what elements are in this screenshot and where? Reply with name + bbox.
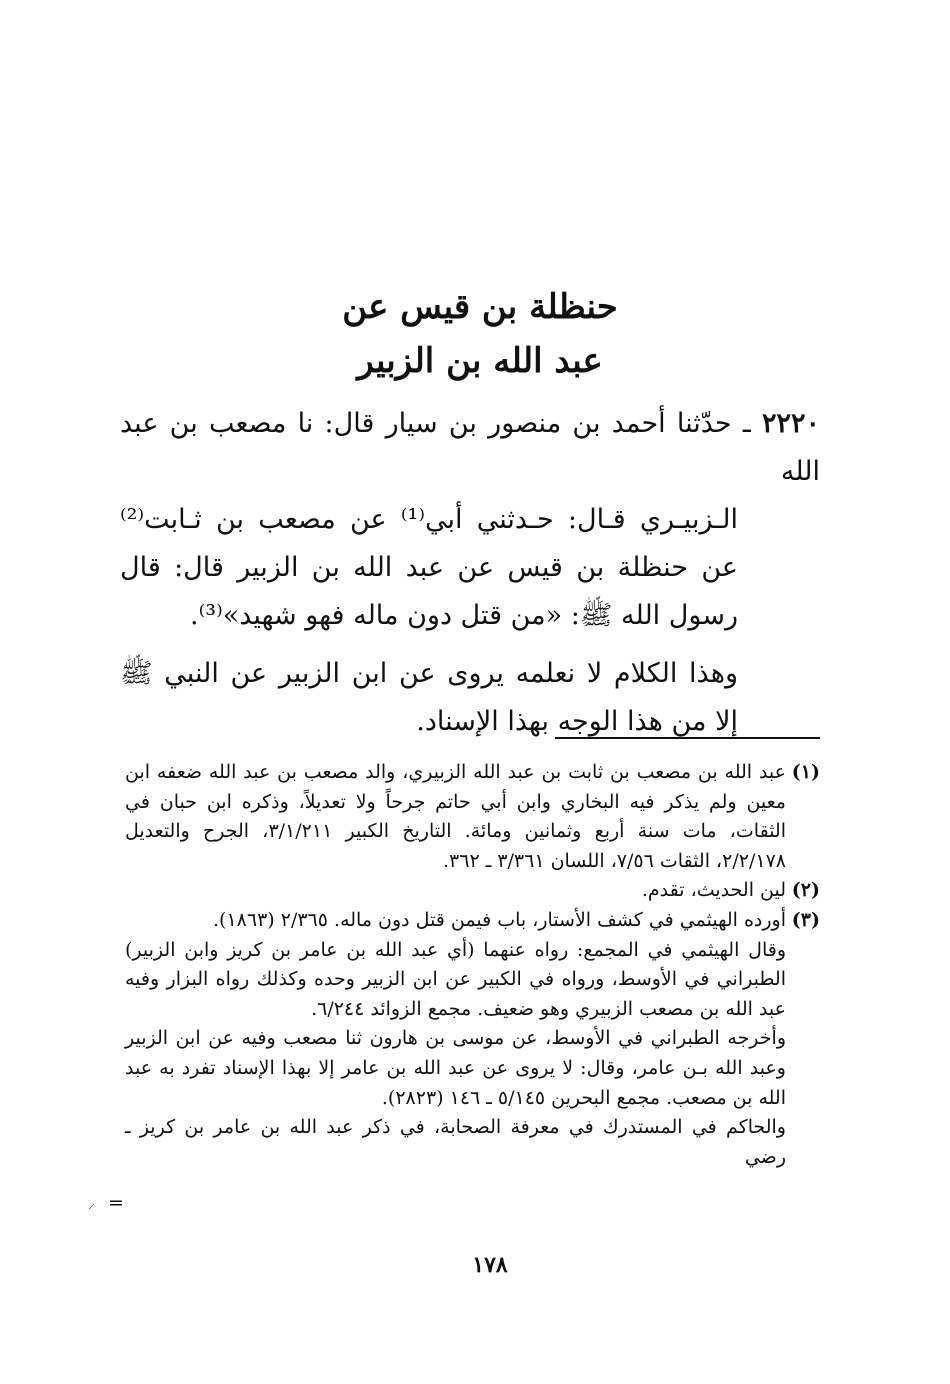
chapter-heading-line-1: حنظلة بن قيس عن bbox=[342, 287, 618, 327]
continuation-mark: = bbox=[108, 1192, 124, 1214]
chapter-heading-line-2: عبد الله بن الزبير bbox=[357, 341, 603, 381]
footnote-3 bbox=[125, 906, 820, 1172]
footnote-2 bbox=[125, 876, 820, 906]
footnote-paragraph: والحاكم في المستدرك في معرفة الصحابة، في ذكر عبد الله بن عامر بن كريز ـ رضي bbox=[125, 1116, 786, 1168]
author-comment-text: وهذا الكلام لا نعلمه يروى عن ابن الزبير عن النبي ﷺ إلا من هذا الوجه بهذا الإسناد. bbox=[120, 658, 738, 737]
hadith-text: الـزبيـري قـال: حـدثني أبي⁽¹⁾ عن مصعب بن ثـابت⁽²⁾ عن حنظلة بن قيس عن عبد الله بن الزبير قال: قال رسول الله ﷺ: «من قتل دون ماله فهو شهيد»⁽³⁾. bbox=[120, 504, 738, 631]
footnotes bbox=[125, 758, 820, 1172]
hadith-block bbox=[120, 400, 820, 640]
footnote-paragraph: وأخرجه الطبراني في الأوسط، عن موسى بن هارون ثنا مصعب وفيه عن ابن الزبير وعبد الله بـن عامر، وقال: لا يروى عن عبد الله بن عامر إلا بهذا الإسناد تفرد به عبد الله بن مصعب. مجمع البحرين ٥/١٤٥ ـ ١٤٦ (٢٨٢٣). bbox=[125, 1027, 786, 1109]
hadith-opening-text: ـ حدّثنا أحمد بن منصور بن سيار قال: نا مصعب بن عبد الله bbox=[120, 408, 820, 487]
footnote-body bbox=[125, 758, 786, 876]
footnote-marker: (١) bbox=[791, 761, 820, 783]
stray-mark: ⸝ bbox=[88, 1196, 95, 1212]
page-number: ١٧٨ bbox=[472, 1252, 508, 1278]
hadith-number: ٢٢٢٠ bbox=[761, 408, 820, 439]
chapter-heading bbox=[0, 280, 950, 388]
footnote-1 bbox=[125, 758, 820, 876]
footnote-body bbox=[125, 906, 786, 1172]
footnote-paragraph: عبد الله بن مصعب بن ثابت بن عبد الله الزبيري، والد مصعب بن عبد الله ضعفه ابن معين ولم يذكر فيه البخاري وابن أبي حاتم جرحاً ولا تعديلاً، وذكره ابن حبان في الثقات، مات سنة أربع وثمانين ومائة. التاريخ الكبير ٣/١/٢١١، الجرح والتعديل ٢/٢/١٧٨، الثقات ٧/٥٦، اللسان ٣/٣٦١ ـ ٣٦٢. bbox=[125, 761, 786, 872]
author-comment bbox=[120, 650, 820, 746]
main-text bbox=[120, 400, 820, 746]
footnote-paragraph: وقال الهيثمي في المجمع: رواه عنهما (أي عبد الله بن عامر بن كريز وابن الزبير) الطبراني في الأوسط، ورواه في الكبير عن ابن الزبير وحده وكذلك رواه البزار وفيه عبد الله بن مصعب الزبيري وهو ضعيف. مجمع الزوائد ٦/٢٤٤. bbox=[125, 938, 786, 1020]
footnote-separator bbox=[555, 737, 820, 739]
hadith-opening-line bbox=[120, 400, 820, 496]
footnote-paragraph: أورده الهيثمي في كشف الأستار، باب فيمن قتل دون ماله. ٢/٣٦٥ (١٨٦٣). bbox=[213, 908, 786, 931]
footnote-marker: (٣) bbox=[791, 908, 820, 931]
footnote-paragraph: لين الحديث، تقدم. bbox=[641, 879, 786, 902]
footnote-body bbox=[125, 876, 786, 906]
footnote-marker: (٢) bbox=[791, 879, 820, 902]
